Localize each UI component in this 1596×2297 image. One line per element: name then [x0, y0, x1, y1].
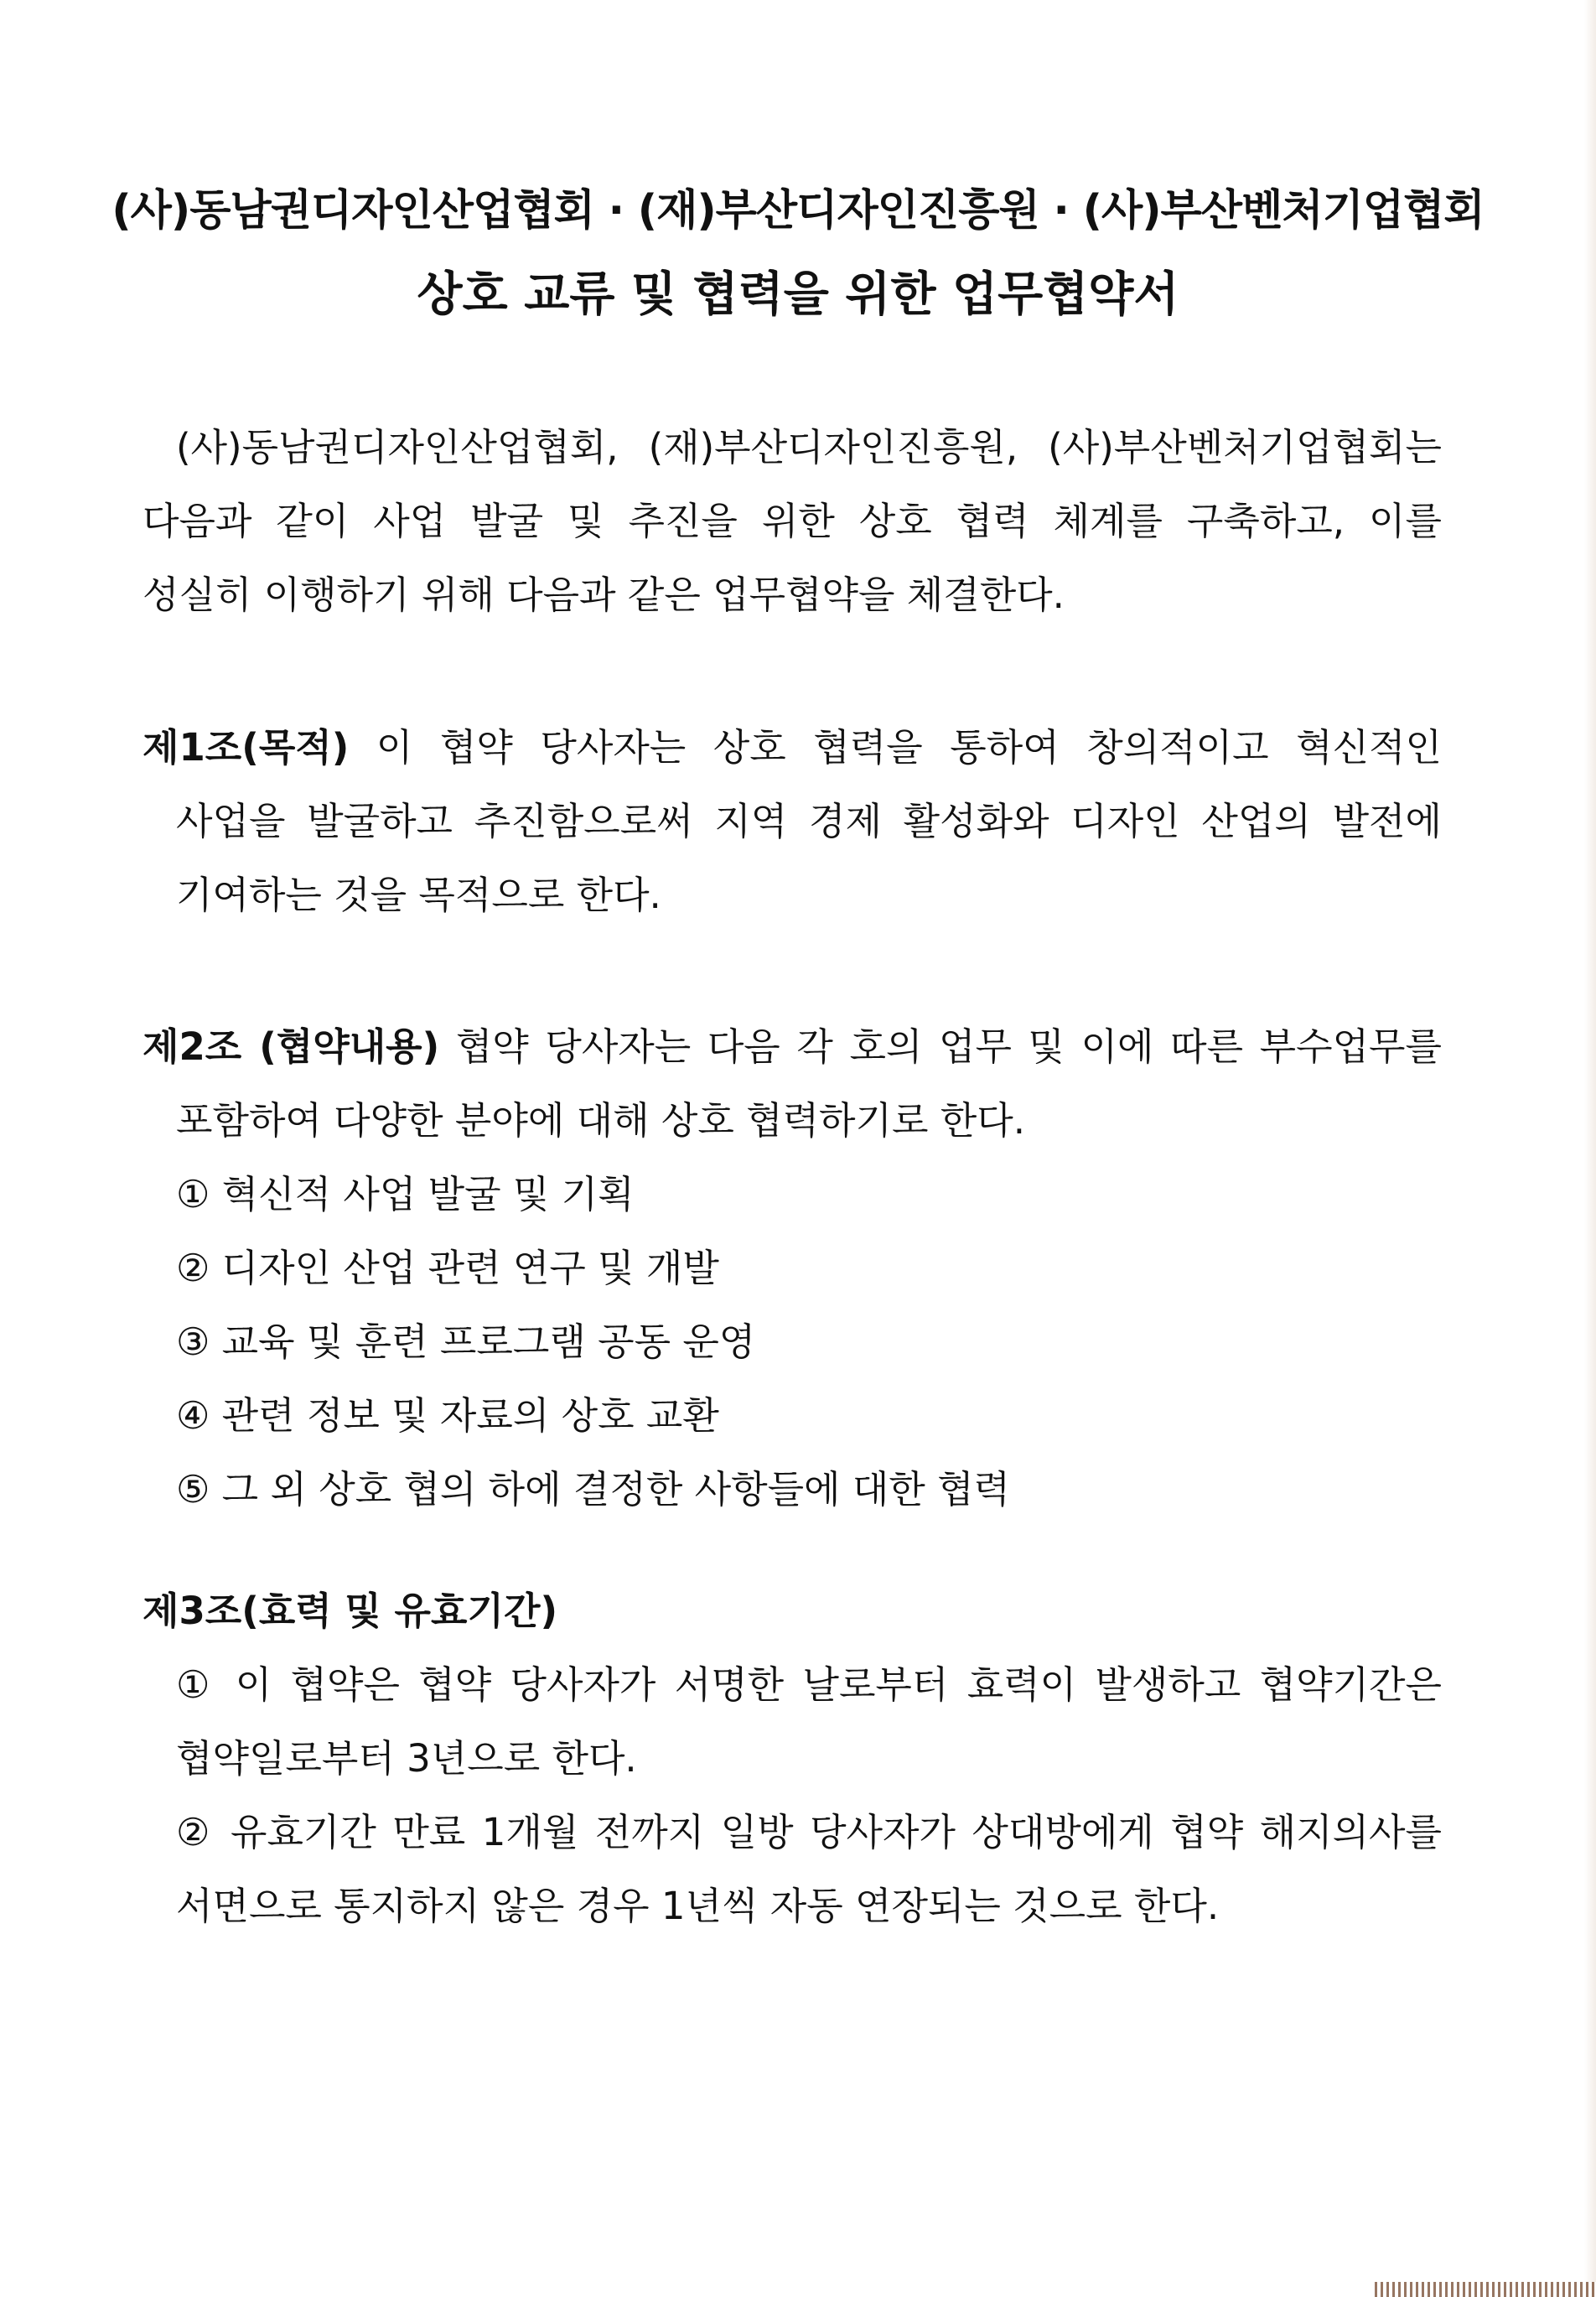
article-3-heading: 제3조(효력 및 유효기간) [142, 1589, 558, 1633]
article-2-item: ① 혁신적 사업 발굴 및 기획 [176, 1172, 635, 1216]
article-1-line: 사업을 발굴하고 추진함으로써 지역 경제 활성화와 디자인 산업의 발전에 [176, 799, 1442, 843]
article-1-body [142, 785, 1442, 932]
article-3-body [142, 1648, 1442, 1943]
article-3 [142, 1574, 1442, 1943]
article-1-text: 이 협약 당사자는 상호 협력을 통하여 창의적이고 혁신적인 [349, 725, 1442, 770]
article-2-line: 포함하여 다양한 분야에 대해 상호 협력하기로 한다. [176, 1098, 1026, 1143]
article-2-body [142, 1084, 1442, 1158]
article-1 [142, 711, 1442, 932]
article-2-item: ③ 교육 및 훈련 프로그램 공동 운영 [176, 1320, 756, 1364]
article-2-item: ② 디자인 산업 관련 연구 및 개발 [176, 1246, 719, 1290]
intro-line: 성실히 이행하기 위해 다음과 같은 업무협약을 체결한다. [142, 573, 1065, 617]
article-3-line: ① 이 협약은 협약 당사자가 서명한 날로부터 효력이 발생하고 협약기간은 [176, 1662, 1442, 1707]
article-3-line: 협약일로부터 3년으로 한다. [176, 1736, 637, 1781]
article-2-first-line [142, 1010, 1442, 1084]
article-2-item: ⑤ 그 외 상호 협의 하에 결정한 사항들에 대한 협력 [176, 1467, 1011, 1511]
article-2-items [142, 1158, 1442, 1527]
article-1-line: 기여하는 것을 목적으로 한다. [176, 873, 661, 917]
article-2-heading: 제2조 (협약내용) [142, 1024, 440, 1069]
intro-line: (사)동남권디자인산업협회, (재)부산디자인진흥원, (사)부산벤처기업협회는 [176, 425, 1442, 469]
intro-paragraph [142, 411, 1442, 632]
article-1-heading: 제1조(목적) [142, 725, 350, 770]
article-3-line: ② 유효기간 만료 1개월 전까지 일방 당사자가 상대방에게 협약 해지의사를 [176, 1810, 1442, 1854]
document-title-organizations: (사)동남권디자인산업협회 · (재)부산디자인진흥원 · (사)부산벤처기업협회 [111, 186, 1485, 236]
article-3-line: 서면으로 통지하지 않은 경우 1년씩 자동 연장되는 것으로 한다. [176, 1884, 1220, 1928]
article-2 [142, 1010, 1442, 1527]
intro-line: 다음과 같이 사업 발굴 및 추진을 위한 상호 협력 체계를 구축하고, 이를 [142, 499, 1442, 543]
scan-edge-artifact [1375, 2282, 1596, 2297]
article-2-text: 협약 당사자는 다음 각 호의 업무 및 이에 따른 부수업무를 [439, 1024, 1443, 1069]
article-2-item: ④ 관련 정보 및 자료의 상호 교환 [176, 1393, 719, 1438]
scan-edge-shadow [1584, 0, 1596, 2297]
document-title: 상호 교류 및 협력을 위한 업무협약서 [417, 267, 1179, 322]
article-1-first-line [142, 711, 1442, 785]
